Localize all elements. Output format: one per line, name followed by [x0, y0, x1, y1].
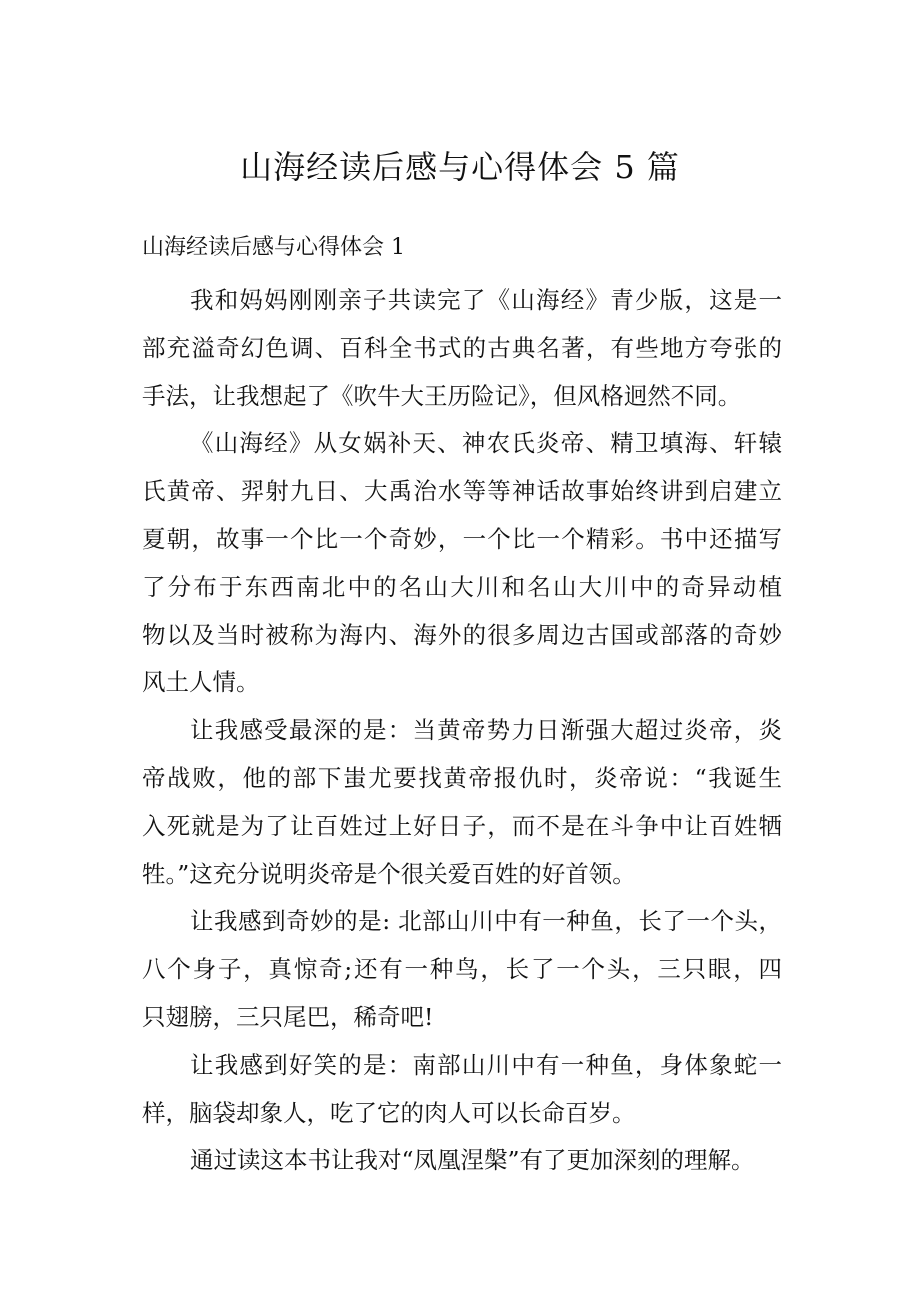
paragraph: [142, 712, 782, 903]
paragraph: [142, 903, 782, 1046]
paragraph: [142, 282, 782, 425]
document-title: 山海经读后感与心得体会 5 篇: [240, 148, 680, 186]
paragraph-line: 通过读这本书让我对“凤凰涅槃”有了更加深刻的理解。: [190, 1146, 755, 1175]
paragraph: [142, 425, 782, 712]
paragraph-line: 夏朝，故事一个比一个奇妙，一个比一个精彩。书中还描写: [142, 524, 782, 553]
paragraph-line: 了分布于东西南北中的名山大川和名山大川中的奇异动植: [142, 572, 782, 601]
paragraph-line: 部充溢奇幻色调、百科全书式的古典名著，有些地方夸张的: [142, 333, 782, 362]
paragraph-line: 风土人情。: [142, 668, 260, 697]
paragraph-line: 让我感到奇妙的是: 北部山川中有一种鱼，长了一个头，: [190, 907, 782, 936]
paragraph-line: 手法，让我想起了《吹牛大王历险记》，但风格迥然不同。: [142, 381, 742, 410]
section-heading: 山海经读后感与心得体会 1: [142, 235, 405, 260]
paragraph: [142, 1142, 782, 1190]
paragraph-line: 让我感到好笑的是：南部山川中有一种鱼，身体象蛇一: [190, 1050, 782, 1079]
paragraph-line: 我和妈妈刚刚亲子共读完了《山海经》青少版，这是一: [190, 286, 782, 314]
paragraph-line: 《山海经》从女娲补天、神农氏炎帝、精卫填海、轩辕: [190, 429, 782, 458]
paragraph-line: 物以及当时被称为海内、海外的很多周边古国或部落的奇妙: [142, 620, 782, 649]
document-body: [142, 282, 782, 1190]
paragraph-line: 只翅膀，三只尾巴，稀奇吧!: [142, 1002, 434, 1031]
paragraph-line: 入死就是为了让百姓过上好日子，而不是在斗争中让百姓牺: [142, 811, 782, 840]
paragraph-line: 八个身子，真惊奇;还有一种鸟，长了一个头，三只眼，四: [142, 955, 782, 984]
paragraph-line: 让我感受最深的是：当黄帝势力日渐强大超过炎帝，炎: [190, 716, 782, 745]
paragraph-line: 氏黄帝、羿射九日、大禹治水等等神话故事始终讲到启建立: [142, 477, 782, 506]
paragraph: [142, 1047, 782, 1143]
paragraph-line: 帝战败，他的部下蚩尤要找黄帝报仇时，炎帝说：“我诞生: [142, 763, 782, 792]
paragraph-line: 样，脑袋却象人，吃了它的肉人可以长命百岁。: [142, 1098, 636, 1127]
paragraph-line: 牲。”这充分说明炎帝是个很关爱百姓的好首领。: [142, 859, 636, 888]
